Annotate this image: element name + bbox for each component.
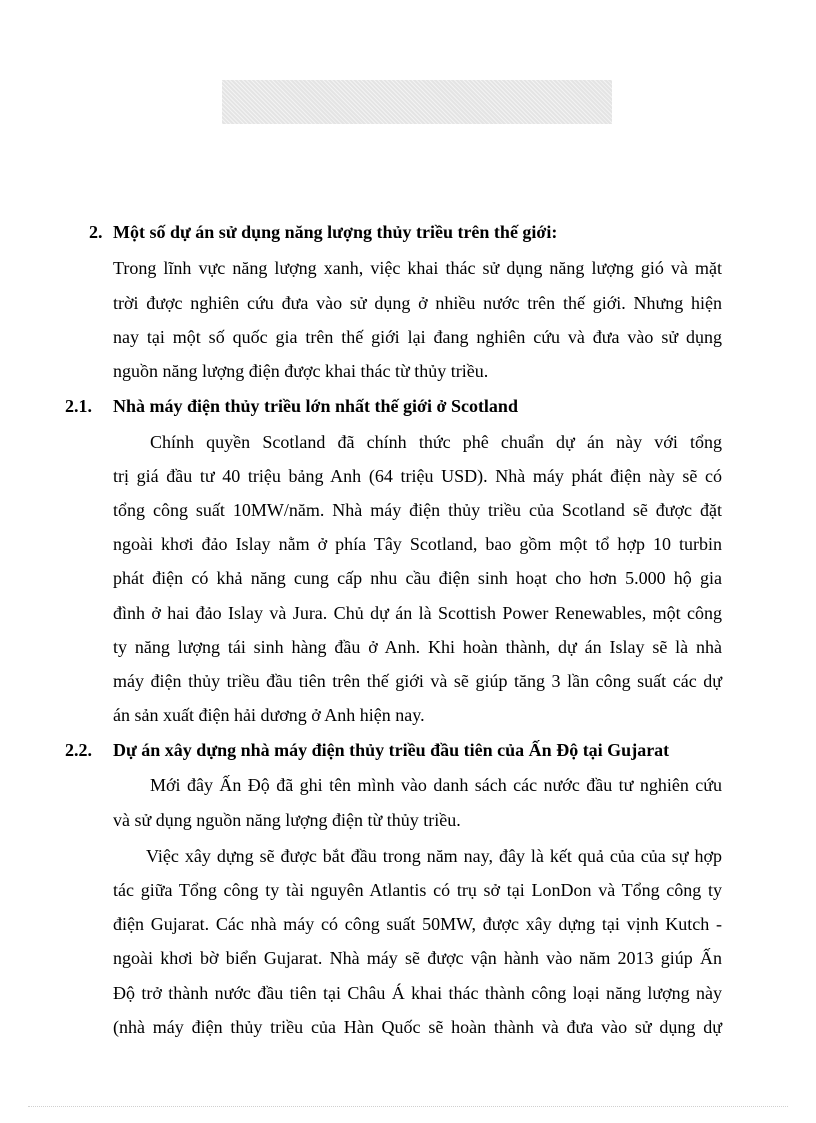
page-bottom-divider	[28, 1106, 788, 1107]
paragraph-line: ty năng lượng tái sinh hàng đầu ở Anh. Khi hoàn thành, dự án Islay sẽ là nhà	[113, 637, 722, 657]
header-banner-image	[222, 80, 612, 124]
paragraph-line: tác giữa Tổng công ty tài nguyên Atlantis có trụ sở tại LonDon và Tổng công ty	[113, 880, 722, 900]
paragraph-line: nay tại một số quốc gia trên thế giới lại đang nghiên cứu và đưa vào sử dụng	[113, 327, 722, 347]
paragraph-line: Độ trở thành nước đầu tiên tại Châu Á khai thác thành công loại năng lượng này	[113, 983, 722, 1003]
heading-2-2-number: 2.2.	[65, 740, 92, 760]
paragraph-line: (nhà máy điện thủy triều của Hàn Quốc sẽ hoàn thành và đưa vào sử dụng dự	[113, 1017, 722, 1037]
heading-2-2-title: Dự án xây dựng nhà máy điện thủy triều đầu tiên của Ấn Độ tại Gujarat	[113, 740, 670, 760]
paragraph-line: trời được nghiên cứu đưa vào sử dụng ở nhiều nước trên thế giới. Nhưng hiện	[113, 293, 722, 313]
paragraph-line: và sử dụng nguồn năng lượng điện từ thủy triều.	[113, 810, 461, 830]
paragraph-line: ngoài khơi đảo Islay nằm ở phía Tây Scotland, bao gồm một tổ hợp 10 turbin	[113, 534, 722, 554]
paragraph-line: Việc xây dựng sẽ được bắt đầu trong năm nay, đây là kết quả của của sự hợp	[146, 846, 722, 866]
heading-2-1-title: Nhà máy điện thủy triều lớn nhất thế giới ở Scotland	[113, 396, 518, 416]
paragraph-line: trị giá đầu tư 40 triệu bảng Anh (64 triệu USD). Nhà máy phát điện này sẽ có	[113, 466, 722, 486]
heading-2-title: Một số dự án sử dụng năng lượng thủy triều trên thế giới:	[113, 222, 558, 242]
paragraph-line: đình ở hai đảo Islay và Jura. Chủ dự án là Scottish Power Renewables, một công	[113, 603, 722, 623]
paragraph-line: nguồn năng lượng điện được khai thác từ thủy triều.	[113, 361, 489, 381]
paragraph-line: Chính quyền Scotland đã chính thức phê chuẩn dự án này với tổng	[150, 432, 722, 452]
paragraph-line: Mới đây Ấn Độ đã ghi tên mình vào danh sách các nước đầu tư nghiên cứu	[150, 775, 722, 795]
paragraph-line: tổng công suất 10MW/năm. Nhà máy điện thủy triều của Scotland sẽ được đặt	[113, 500, 722, 520]
paragraph-line: phát điện có khả năng cung cấp nhu cầu điện sinh hoạt cho hơn 5.000 hộ gia	[113, 568, 722, 588]
paragraph-line: Trong lĩnh vực năng lượng xanh, việc khai thác sử dụng năng lượng gió và mặt	[113, 258, 722, 278]
paragraph-line: điện Gujarat. Các nhà máy có công suất 50MW, được xây dựng tại vịnh Kutch -	[113, 914, 722, 934]
heading-2-number: 2.	[89, 222, 103, 242]
paragraph-line: ngoài khơi bờ biển Gujarat. Nhà máy sẽ được vận hành vào năm 2013 giúp Ấn	[113, 948, 722, 968]
paragraph-line: máy điện thủy triều đầu tiên trên thế giới và sẽ giúp tăng 3 lần công suất các dự	[113, 671, 722, 691]
heading-2-1-number: 2.1.	[65, 396, 92, 416]
paragraph-line: án sản xuất điện hải dương ở Anh hiện nay.	[113, 705, 425, 725]
